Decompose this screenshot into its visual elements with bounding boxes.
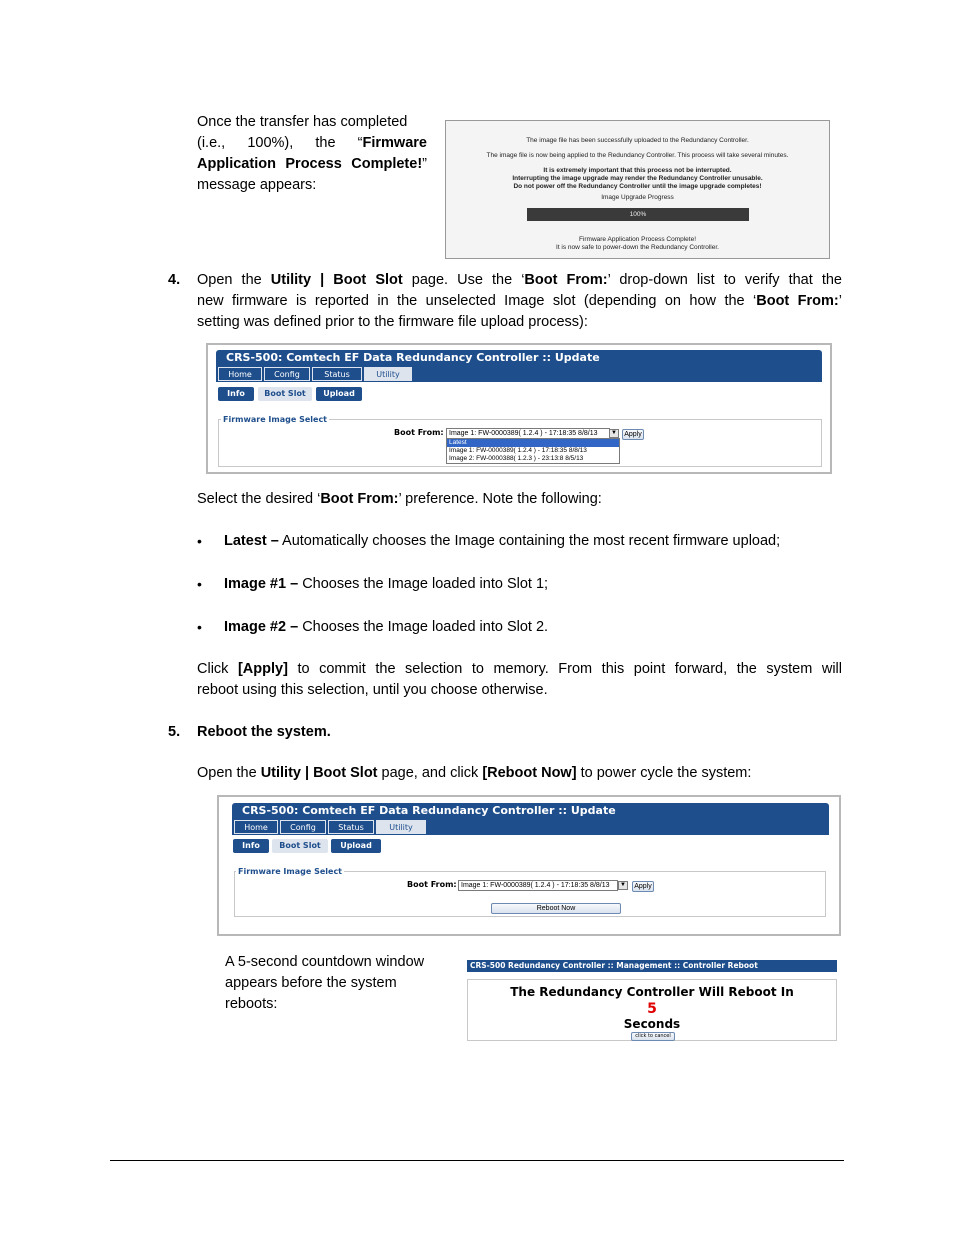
tab-config[interactable]: Config xyxy=(264,367,310,381)
boot-from-select[interactable]: Image 1: FW-0000389( 1.2.4 ) - 17:18:35 8/8/13 xyxy=(446,428,610,439)
select-text-b: Boot From: xyxy=(320,491,399,507)
shot1-line-2: The image file is now being applied to the Redundancy Controller. This process will take several minutes. xyxy=(486,152,789,159)
step5-number: 5. xyxy=(168,724,181,740)
step4-line2b: Boot From: xyxy=(756,293,839,309)
boot-from-label: Boot From: xyxy=(394,428,444,437)
shot1-progress-label: Image Upgrade Progress xyxy=(601,194,674,201)
bullet-image-2 xyxy=(224,617,548,638)
option-image-1[interactable]: Image 1: FW-0000389( 1.2.4 ) - 17:18:35 8/8/13 xyxy=(449,447,587,454)
bullet-image-1-bold: Image #1 – xyxy=(224,576,299,592)
step5-title: Reboot the system. xyxy=(197,724,331,740)
window-title: CRS-500: Comtech EF Data Redundancy Controller :: Update xyxy=(232,803,829,819)
bullet-image-2-text: Chooses the Image loaded into Slot 2. xyxy=(298,619,549,635)
click-apply-text xyxy=(197,659,842,701)
reboot-now-button[interactable]: Reboot Now xyxy=(491,903,621,914)
reboot-countdown-number: 5 xyxy=(647,1001,657,1017)
step4-d: ’ drop-down list to verify that the xyxy=(607,272,842,288)
bullet-latest-text: Automatically chooses the Image containing the most recent firmware upload; xyxy=(278,533,781,549)
tab-status[interactable]: Status xyxy=(328,820,374,834)
shot1-line-7: It is now safe to power-down the Redundancy Controller. xyxy=(556,244,719,251)
reboot-heading: The Redundancy Controller Will Reboot In xyxy=(510,985,794,999)
window-title: CRS-500: Comtech EF Data Redundancy Controller :: Update xyxy=(216,350,822,366)
intro-line-3-end: ” xyxy=(422,156,427,172)
step5-d: to power cycle the system: xyxy=(576,765,752,781)
boot-slot-reboot-screenshot xyxy=(217,795,841,936)
progress-bar xyxy=(527,208,749,221)
subtab-info[interactable]: Info xyxy=(218,387,254,401)
cancel-reboot-button[interactable]: click to cancel xyxy=(631,1032,675,1041)
click-b: [Apply] xyxy=(237,661,288,677)
nav-tabs xyxy=(232,819,829,835)
tab-home[interactable]: Home xyxy=(218,367,262,381)
step4-b1: Utility | Boot Slot xyxy=(270,272,403,288)
step4-line2a: new firmware is reported in the unselected Image slot (depending on how the ‘ xyxy=(197,293,757,309)
firmware-image-select-legend: Firmware Image Select xyxy=(238,867,343,876)
click-a: Click xyxy=(197,661,238,677)
reboot-countdown-box xyxy=(467,979,837,1041)
boot-from-select[interactable]: Image 1: FW-0000389( 1.2.4 ) - 17:18:35 8/8/13 xyxy=(458,880,618,891)
step5-text xyxy=(197,763,751,784)
subtab-upload[interactable]: Upload xyxy=(316,387,362,401)
select-text xyxy=(197,489,602,510)
bullet-dot: • xyxy=(197,576,202,592)
shot1-line-3: It is extremely important that this process not be interrupted. xyxy=(543,167,732,174)
step4-line-1 xyxy=(197,270,842,291)
step5-c: page, and click xyxy=(377,765,483,781)
click-c: to commit the selection to memory. From this point forward, the system will xyxy=(287,661,842,677)
boot-from-options[interactable] xyxy=(446,438,620,464)
apply-button[interactable]: Apply xyxy=(622,429,644,440)
intro-line-1: Once the transfer has completed xyxy=(197,114,408,130)
firmware-image-select-legend: Firmware Image Select xyxy=(223,415,328,424)
intro-line-2-text: (i.e., 100%), the “ xyxy=(197,135,363,151)
bullet-image-1 xyxy=(224,574,548,595)
nav-tabs xyxy=(216,366,822,382)
step4-text xyxy=(197,270,842,333)
intro-text xyxy=(197,112,427,196)
chevron-down-icon[interactable]: ▼ xyxy=(609,429,619,438)
bullet-image-2-bold: Image #2 – xyxy=(224,619,299,635)
step5-b1: Utility | Boot Slot xyxy=(260,765,378,781)
bullet-image-1-text: Chooses the Image loaded into Slot 1; xyxy=(298,576,549,592)
click-line-2: reboot using this selection, until you choose otherwise. xyxy=(197,682,548,698)
bullet-latest xyxy=(224,531,780,552)
countdown-line-1: A 5-second countdown window xyxy=(225,954,425,970)
reboot-seconds-label: Seconds xyxy=(623,1017,681,1031)
bullet-latest-bold: Latest – xyxy=(224,533,279,549)
step4-line-2 xyxy=(197,291,842,312)
click-line-1 xyxy=(197,659,842,680)
select-text-a: Select the desired ‘ xyxy=(197,491,321,507)
boot-from-label: Boot From: xyxy=(407,880,457,889)
subtab-boot-slot[interactable]: Boot Slot xyxy=(272,839,328,853)
subtab-upload[interactable]: Upload xyxy=(331,839,381,853)
step4-b2: Boot From: xyxy=(524,272,608,288)
subtab-info[interactable]: Info xyxy=(233,839,269,853)
step5-b2: [Reboot Now] xyxy=(482,765,577,781)
countdown-line-2: appears before the system xyxy=(225,975,397,991)
bullet-dot: • xyxy=(197,533,202,549)
step5-a: Open the xyxy=(197,765,261,781)
shot1-line-1: The image file has been successfully uploaded to the Redundancy Controller. xyxy=(526,137,749,144)
progress-value: 100% xyxy=(629,211,647,218)
tab-home[interactable]: Home xyxy=(234,820,278,834)
shot1-line-5: Do not power off the Redundancy Controller until the image upgrade completes! xyxy=(513,183,762,190)
step4-line2c: ’ xyxy=(838,293,842,309)
step4-line-3: setting was defined prior to the firmware file upload process): xyxy=(197,314,588,330)
boot-slot-dropdown-screenshot xyxy=(206,343,832,474)
step4-a: Open the xyxy=(197,272,271,288)
shot1-line-6: Firmware Application Process Complete! xyxy=(578,236,697,243)
chevron-down-icon[interactable]: ▼ xyxy=(618,881,628,890)
footer-rule xyxy=(110,1160,844,1161)
intro-line-2 xyxy=(197,133,427,154)
option-image-2[interactable]: Image 2: FW-0000388( 1.2.3 ) - 23:13:8 8/5/13 xyxy=(449,455,584,462)
tab-status[interactable]: Status xyxy=(312,367,362,381)
reboot-window-title: CRS-500 Redundancy Controller :: Management :: Controller Reboot xyxy=(467,960,837,972)
step4-number: 4. xyxy=(168,272,181,288)
intro-line-3-bold: Application Process Complete! xyxy=(197,156,423,172)
apply-button[interactable]: Apply xyxy=(632,881,654,892)
countdown-text xyxy=(225,952,455,1015)
upload-complete-screenshot xyxy=(445,120,830,259)
intro-line-4: message appears: xyxy=(197,177,317,193)
tab-utility[interactable]: Utility xyxy=(364,367,412,381)
intro-line-2-bold: Firmware xyxy=(362,135,427,151)
option-latest[interactable]: Latest xyxy=(447,439,619,447)
subtab-boot-slot[interactable]: Boot Slot xyxy=(258,387,312,401)
step4-c: page. Use the ‘ xyxy=(402,272,525,288)
shot1-line-4: Interrupting the image upgrade may render the Redundancy Controller unusable. xyxy=(512,175,763,182)
countdown-line-3: reboots: xyxy=(225,996,278,1012)
tab-utility[interactable]: Utility xyxy=(376,820,426,834)
select-text-c: ’ preference. Note the following: xyxy=(398,491,602,507)
intro-line-3 xyxy=(197,154,427,175)
tab-config[interactable]: Config xyxy=(280,820,326,834)
bullet-dot: • xyxy=(197,619,202,635)
